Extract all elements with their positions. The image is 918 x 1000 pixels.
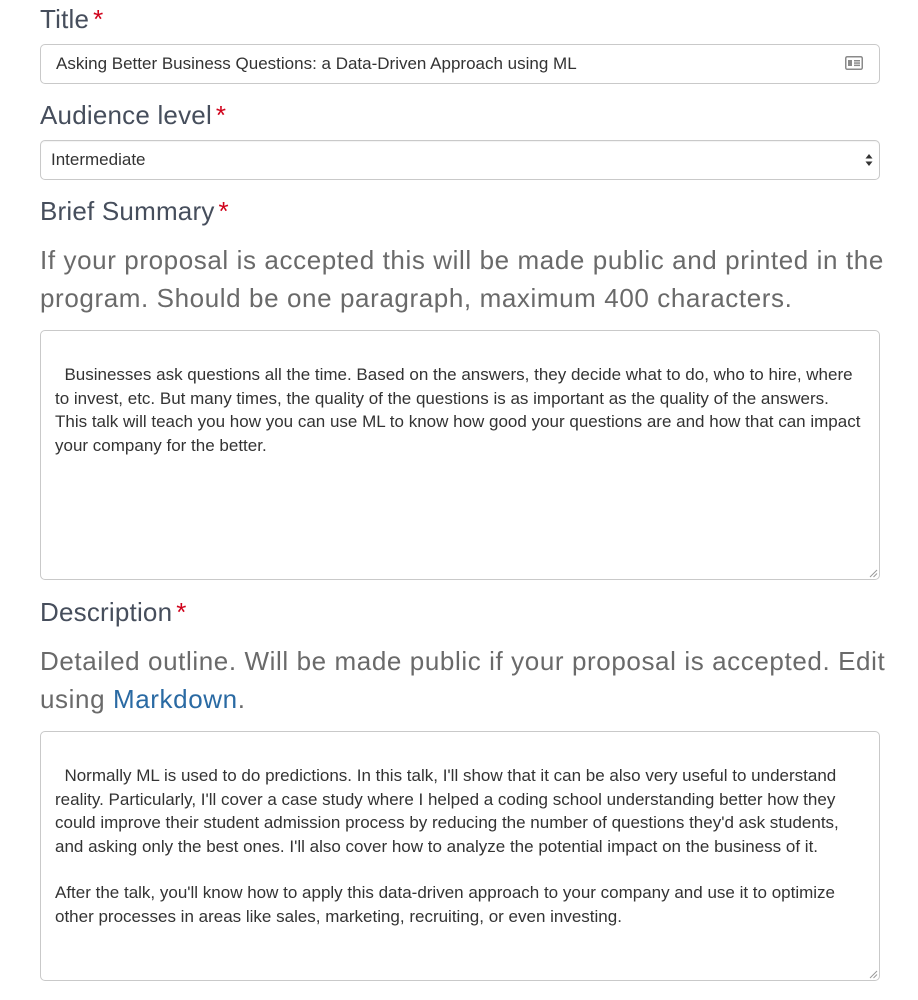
description-help [40,642,890,718]
contact-card-icon [845,56,863,70]
audience-level-label-text: Audience level [40,100,212,130]
audience-level-select[interactable] [40,140,880,180]
description-help-text: Detailed outline. Will be made public if your proposal is accepted. Edit using [40,646,886,714]
description-label-text: Description [40,597,173,627]
select-arrows-icon [864,151,874,169]
brief-summary-value: Businesses ask questions all the time. Based on the answers, they decide what to do, who to hire, where to invest, etc. But many times, the quality of the questions is as important as the quality of the answers. This talk will teach you how you can use ML to know how good your questions are and how that can impact your company for the better. [55,365,866,455]
description-textarea[interactable] [40,731,880,981]
markdown-link[interactable]: Markdown [112,684,238,714]
resize-grip-icon[interactable] [868,969,878,979]
brief-summary-textarea[interactable] [40,330,880,580]
required-asterisk: * [176,597,187,627]
brief-summary-label-text: Brief Summary [40,196,215,226]
audience-level-label [40,100,226,131]
required-asterisk: * [93,4,104,34]
description-help-suffix: . [237,684,246,714]
brief-summary-label [40,196,229,227]
description-label [40,597,187,628]
title-input-value: Asking Better Business Questions: a Data-Driven Approach using ML [56,54,577,73]
brief-summary-help: If your proposal is accepted this will be made public and printed in the program. Should be one paragraph, maximum 400 characters. [40,245,884,313]
description-value: Normally ML is used to do predictions. In this talk, I'll show that it can be also very useful to understand reality. Particularly, I'll cover a case study where I helped a coding school understanding better how they could improve their student admission process by reducing the number of questions they'd ask students, and asking only the best ones. I'll also cover how to analyze the potential impact on the business of it. After the talk, you'll know how to apply this data-driven approach to your company and use it to optimize other processes in areas like sales, marketing, recruiting, or even investing. [55,766,839,926]
title-label [40,4,103,35]
required-asterisk: * [215,100,227,130]
required-asterisk: * [218,196,229,226]
title-label-text: Title [40,4,90,34]
title-input[interactable] [40,44,880,84]
audience-level-selected: Intermediate [51,150,146,169]
resize-grip-icon[interactable] [868,568,878,578]
